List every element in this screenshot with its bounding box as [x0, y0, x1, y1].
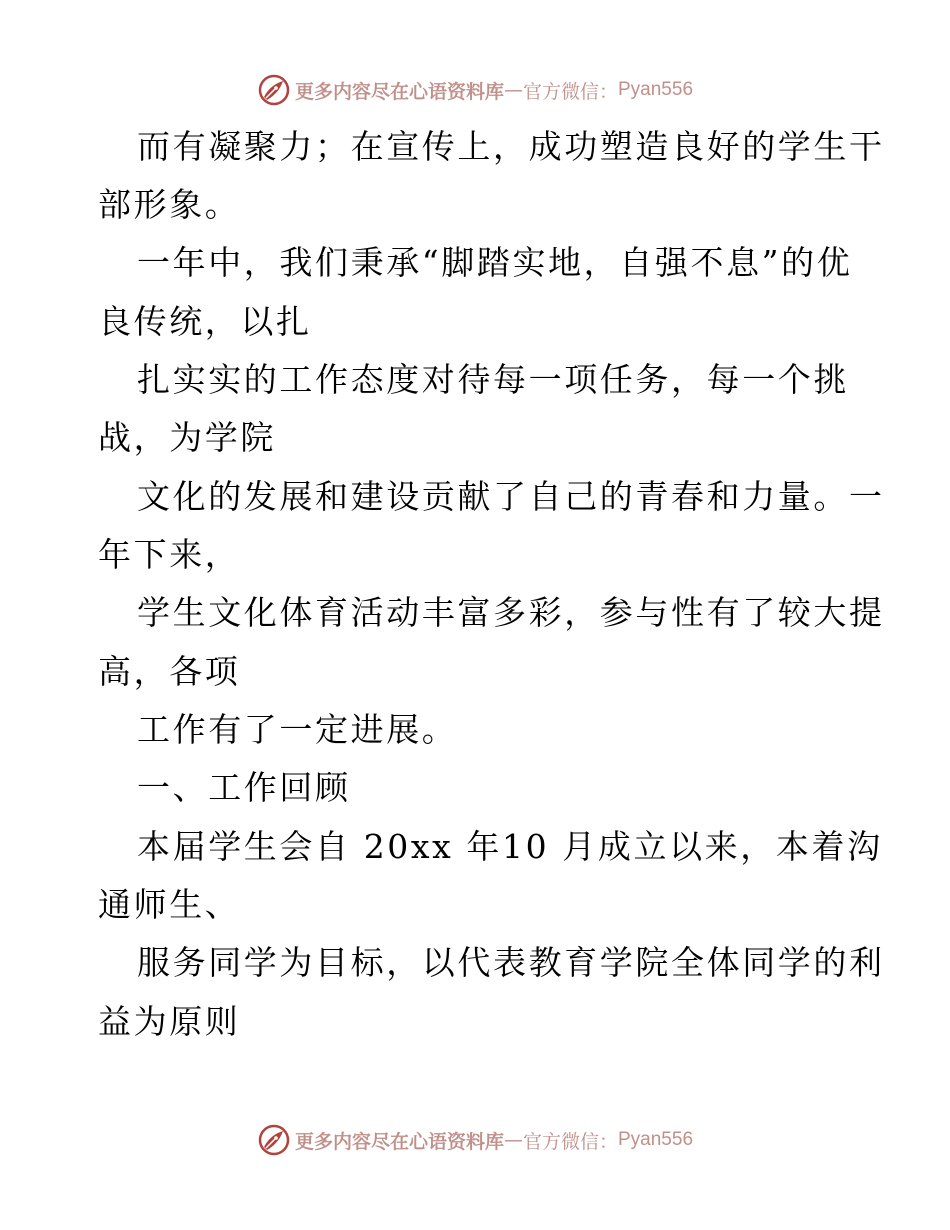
text-line: 服务同学为目标，以代表教育学院全体同学的利 — [137, 943, 885, 982]
text-line: 扎实实的工作态度对待每一项任务，每一个挑 — [137, 360, 849, 399]
text-line: 部形象。 — [98, 185, 241, 224]
text-line: 而有凝聚力；在宣传上，成功塑造良好的学生干 — [137, 127, 885, 166]
text-line: 通师生、 — [98, 885, 241, 924]
text-line: 学生文化体育活动丰富多彩，参与性有了较大提 — [137, 593, 885, 632]
pen-nib-logo-icon — [257, 1123, 291, 1157]
text-line: 本届学生会自 20xx 年10 月成立以来，本着沟 — [137, 827, 883, 866]
text-line: 一年中，我们秉承“脚踏实地，自强不息”的优 — [137, 243, 853, 282]
text-line: 良传统，以扎 — [98, 302, 312, 341]
watermark-wechat-id: Pyan556 — [618, 1129, 694, 1150]
watermark-official-label: 官方微信： — [522, 1130, 618, 1153]
footer-watermark — [0, 1120, 950, 1160]
text-line: 益为原则 — [98, 1002, 241, 1041]
watermark-official-label: 官方微信： — [522, 80, 618, 103]
watermark-separator: — — [503, 79, 523, 101]
watermark-brand-text: 更多内容尽在心语资料库 — [294, 80, 504, 103]
text-line: 高，各项 — [98, 652, 241, 691]
text-line: 工作有了一定进展。 — [137, 710, 458, 749]
text-line: 战，为学院 — [98, 418, 276, 457]
text-line: 年下来， — [98, 535, 241, 574]
text-line: 文化的发展和建设贡献了自己的青春和力量。一 — [137, 477, 885, 516]
watermark-wechat-id: Pyan556 — [618, 79, 694, 100]
section-heading: 一、工作回顾 — [137, 768, 351, 807]
watermark-brand-text: 更多内容尽在心语资料库 — [294, 1130, 504, 1153]
watermark-separator: — — [503, 1129, 523, 1151]
